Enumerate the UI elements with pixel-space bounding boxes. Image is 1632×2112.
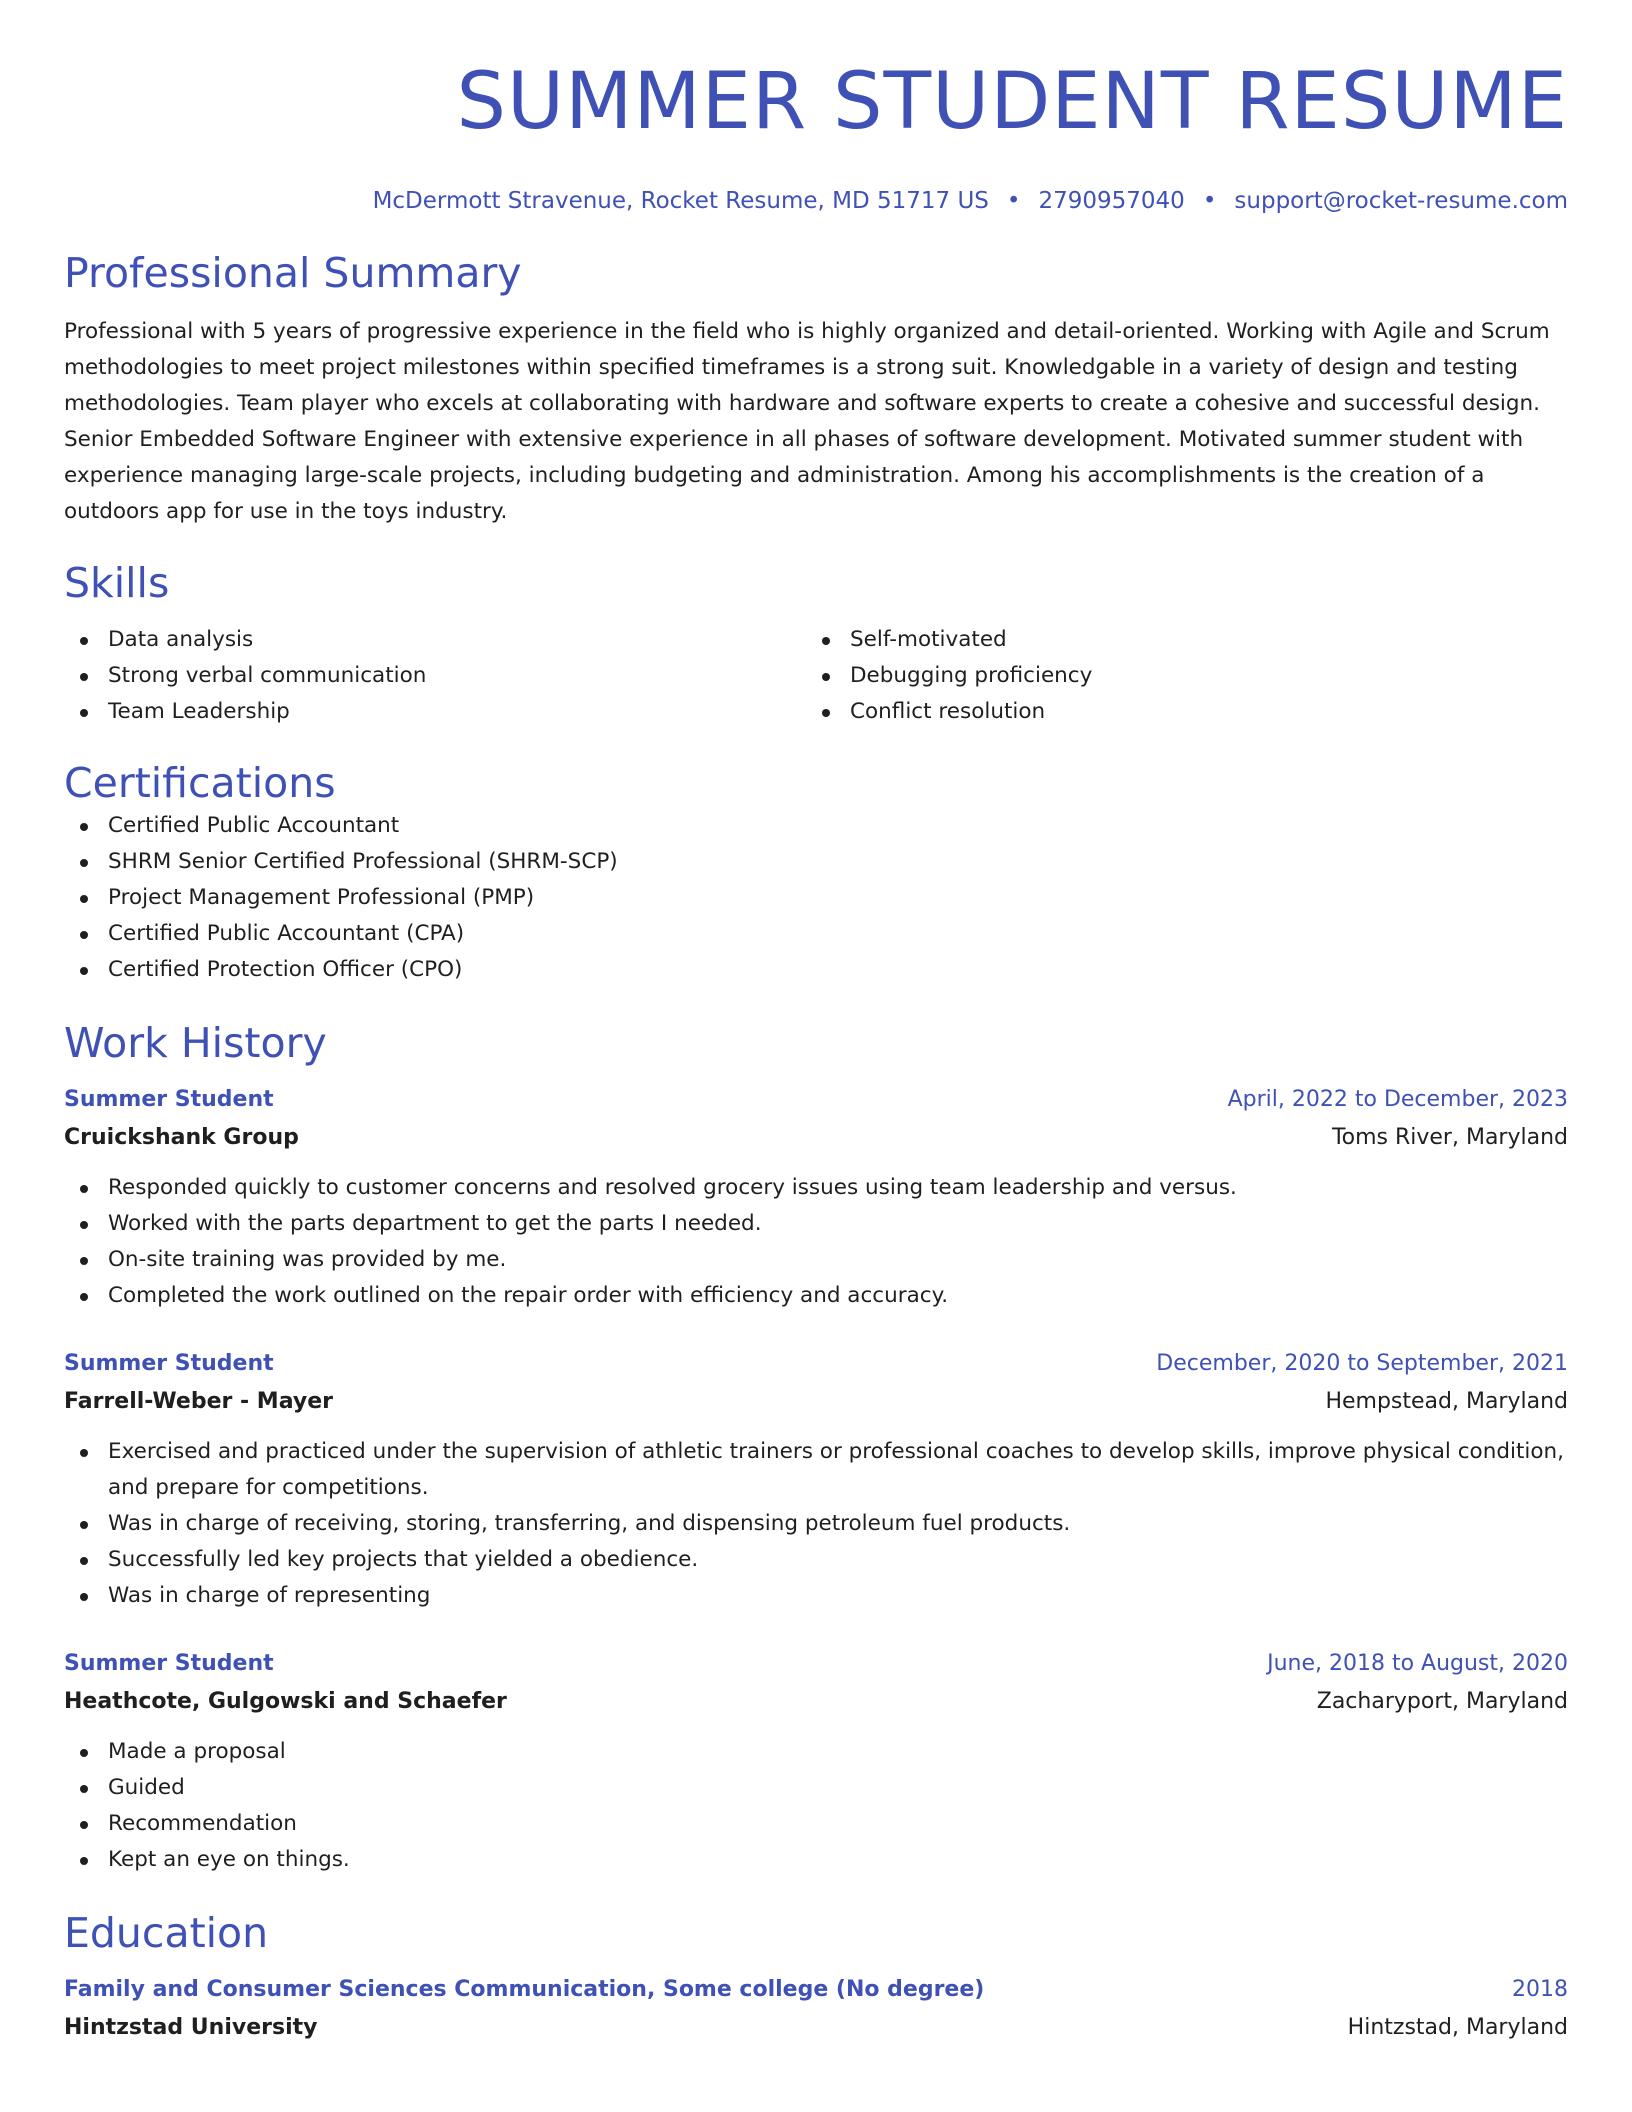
skills-list-left [64,622,806,730]
job-bullet: Exercised and practiced under the supervision of athletic trainers or professional coaches to develop skills, improve physical condition, and prepare for competitions. [64,1434,1568,1506]
job-bullets [64,1734,1568,1878]
resume-title: SUMMER STUDENT RESUME [456,57,1568,147]
skills-heading: Skills [64,559,170,607]
job-bullets [64,1434,1568,1614]
job-header-row [64,1646,1568,1682]
job-company-row [64,1118,1568,1158]
summary-heading: Professional Summary [64,249,522,297]
job-bullet: Was in charge of receiving, storing, transferring, and dispensing petroleum fuel products. [64,1506,1568,1542]
contact-phone: 2790957040 [1038,188,1185,214]
skill-item: Strong verbal communication [64,658,806,694]
job-entry [64,1646,1568,1878]
job-company: Cruickshank Group [64,1125,299,1150]
job-company: Heathcote, Gulgowski and Schaefer [64,1689,507,1714]
skill-item: Data analysis [64,622,806,658]
job-title: Summer Student [64,1351,274,1376]
skill-item: Self-motivated [806,622,1548,658]
job-dates: December, 2020 to September, 2021 [1156,1351,1568,1376]
education-location: Hintzstad, Maryland [1347,2015,1568,2040]
contact-separator: • [1006,188,1021,214]
job-bullet: Worked with the parts department to get the parts I needed. [64,1206,1568,1242]
education-school: Hintzstad University [64,2015,318,2040]
job-dates: April, 2022 to December, 2023 [1227,1087,1568,1112]
education-year: 2018 [1512,1977,1568,2002]
job-header-row [64,1082,1568,1118]
certifications-heading: Certifications [64,759,336,807]
job-bullet: Made a proposal [64,1734,1568,1770]
job-company-row [64,1382,1568,1422]
certification-item: Certified Public Accountant (CPA) [64,916,1568,952]
job-location: Zacharyport, Maryland [1316,1689,1568,1714]
job-bullet: Was in charge of representing [64,1578,1568,1614]
job-bullet: Successfully led key projects that yielded a obedience. [64,1542,1568,1578]
skill-item: Conflict resolution [806,694,1548,730]
job-bullet: Responded quickly to customer concerns and resolved grocery issues using team leadership and versus. [64,1170,1568,1206]
job-dates: June, 2018 to August, 2020 [1267,1651,1568,1676]
work-history-heading: Work History [64,1019,327,1067]
certifications-list [64,808,1568,988]
job-title: Summer Student [64,1087,274,1112]
job-title: Summer Student [64,1651,274,1676]
certification-item: Project Management Professional (PMP) [64,880,1568,916]
contact-line [64,186,1568,216]
summary-text: Professional with 5 years of progressive experience in the field who is highly organized and detail-oriented. Working with Agile and Scrum methodologies to meet project milestones within specified timeframes is a strong suit. Knowledgable in a variety of design and testing methodologies. Team player who excels at collaborating with hardware and software experts to create a cohesive and successful design. Senior Embedded Software Engineer with extensive experience in all phases of software development. Motivated summer student with experience managing large-scale projects, including budgeting and administration. Among his accomplishments is the creation of a outdoors app for use in the toys industry. [64,319,1550,524]
job-location: Toms River, Maryland [1331,1125,1568,1150]
contact-separator: • [1202,188,1217,214]
certification-item: Certified Public Accountant [64,808,1568,844]
job-company-row [64,1682,1568,1722]
job-header-row [64,1346,1568,1382]
job-location: Hempstead, Maryland [1325,1389,1568,1414]
education-entry [64,1972,1568,2048]
skill-item: Debugging proficiency [806,658,1548,694]
education-degree: Family and Consumer Sciences Communication, Some college (No degree) [64,1977,985,2002]
job-entry [64,1082,1568,1314]
skills-grid [64,622,1568,730]
job-entry [64,1346,1568,1614]
contact-address: McDermott Stravenue, Rocket Resume, MD 51717 US [372,188,989,214]
certification-item: SHRM Senior Certified Professional (SHRM-SCP) [64,844,1568,880]
job-bullet: Recommendation [64,1806,1568,1842]
job-bullets [64,1170,1568,1314]
certification-item: Certified Protection Officer (CPO) [64,952,1568,988]
job-bullet: Completed the work outlined on the repair order with efficiency and accuracy. [64,1278,1568,1314]
skills-list-right [806,622,1548,730]
job-bullet: Kept an eye on things. [64,1842,1568,1878]
contact-email: support@rocket-resume.com [1234,188,1568,214]
job-bullet: Guided [64,1770,1568,1806]
job-company: Farrell-Weber - Mayer [64,1389,333,1414]
skill-item: Team Leadership [64,694,806,730]
education-degree-row [64,1972,1568,2008]
job-bullet: On-site training was provided by me. [64,1242,1568,1278]
education-school-row [64,2008,1568,2048]
education-heading: Education [64,1909,269,1957]
